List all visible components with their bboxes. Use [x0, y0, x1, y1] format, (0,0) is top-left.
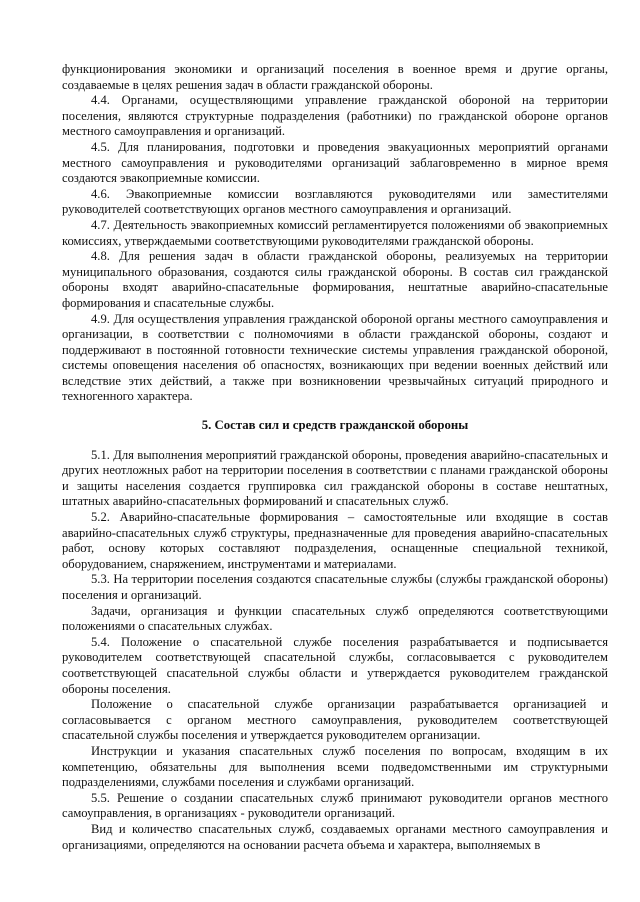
paragraph-5-4-instructions: Инструкции и указания спасательных служб поселения по вопросам, входящим в их компетенцию, обязательны для выполнения всеми подведомственными им структурными подразделениями, службами поселения и службами организаций. [62, 743, 608, 790]
paragraph-4-8: 4.8. Для решения задач в области гражданской обороны, реализуемых на территории муниципального образования, создаются силы гражданской обороны. В состав сил гражданской обороны входят аварийно-спасательные формирования, нештатные аварийно-спасательные формирования и спасательные службы. [62, 249, 608, 310]
paragraph-5-4: 5.4. Положение о спасательной службе поселения разрабатывается и подписывается руководителем соответствующей спасательной службы, согласовывается с руководителем соответствующей спасательной службы области и утверждается руководителем гражданской обороны поселения. [62, 634, 608, 696]
paragraph-4-5: 4.5. Для планирования, подготовки и проведения эвакуационных мероприятий органами местного самоуправления и руководителями организаций заблаговременно в мирное время создаются эвакоприемные комиссии. [62, 139, 608, 186]
paragraph-4-4: 4.4. Органами, осуществляющими управление гражданской обороной на территории поселения, являются структурные подразделения (работники) по гражданской обороне органов местного самоуправления и организаций. [62, 93, 608, 139]
paragraph-4-6: 4.6. Эвакоприемные комиссии возглавляются руководителями или заместителями руководителей соответствующих органов местного самоуправления и организаций. [62, 186, 608, 217]
paragraph-4-9: 4.9. Для осуществления управления гражданской обороной органы местного самоуправления и организации, в соответствии с полномочиями в области гражданской обороны, создают и поддерживают в постоянной готовности технические системы управления гражданской обороной, системы оповещения населения об опасностях, возникающих при ведении военных действий или вследствие этих действий, а также при возникновении чрезвычайных ситуаций природного и техногенного характера. [62, 311, 608, 404]
paragraph-5-5-types: Вид и количество спасательных служб, создаваемых органами местного самоуправления и организациями, определяются на основании расчета объема и характера, выполняемых в [62, 821, 608, 852]
paragraph-5-4-organization: Положение о спасательной службе организации разрабатывается организацией и согласовывается с органом местного самоуправления, руководителем соответствующей спасательной службы поселения и утверждается руководителем организации. [62, 697, 608, 743]
paragraph-5-3: 5.3. На территории поселения создаются спасательные службы (службы гражданской обороны) поселения и организаций. [62, 572, 608, 602]
paragraph-5-2: 5.2. Аварийно-спасательные формирования – самостоятельные или входящие в состав аварийно-спасательных служб структуры, предназначенные для проведения аварийно-спасательных работ, основу которых составляют подразделения, оснащенные специальной техникой, оборудованием, снаряжением, инструментами и материалами. [62, 510, 608, 571]
paragraph-5-3-tasks: Задачи, организация и функции спасательных служб определяются соответствующими положениями о спасательных службах. [62, 603, 608, 634]
paragraph-5-5: 5.5. Решение о создании спасательных служб принимают руководители органов местного самоуправления, в организациях - руководители организаций. [62, 790, 608, 821]
paragraph-4-7: 4.7. Деятельность эвакоприемных комиссий регламентируется положениями об эвакоприемных комиссиях, утверждаемыми соответствующими руководителями гражданской обороны. [62, 217, 608, 248]
document-page [62, 62, 608, 853]
continuation-paragraph: функционирования экономики и организаций поселения в военное время и другие органы, создаваемые в целях решения задач в области гражданской обороны. [62, 62, 608, 92]
section-5-heading: 5. Состав сил и средств гражданской обороны [201, 418, 469, 433]
paragraph-5-1: 5.1. Для выполнения мероприятий гражданской обороны, проведения аварийно-спасательных и других неотложных работ на территории поселения в соответствии с планами гражданской обороны и защиты населения создается группировка сил гражданской обороны в составе нештатных, штатных аварийно-спасательных формирований и спасательных служб. [62, 447, 608, 509]
